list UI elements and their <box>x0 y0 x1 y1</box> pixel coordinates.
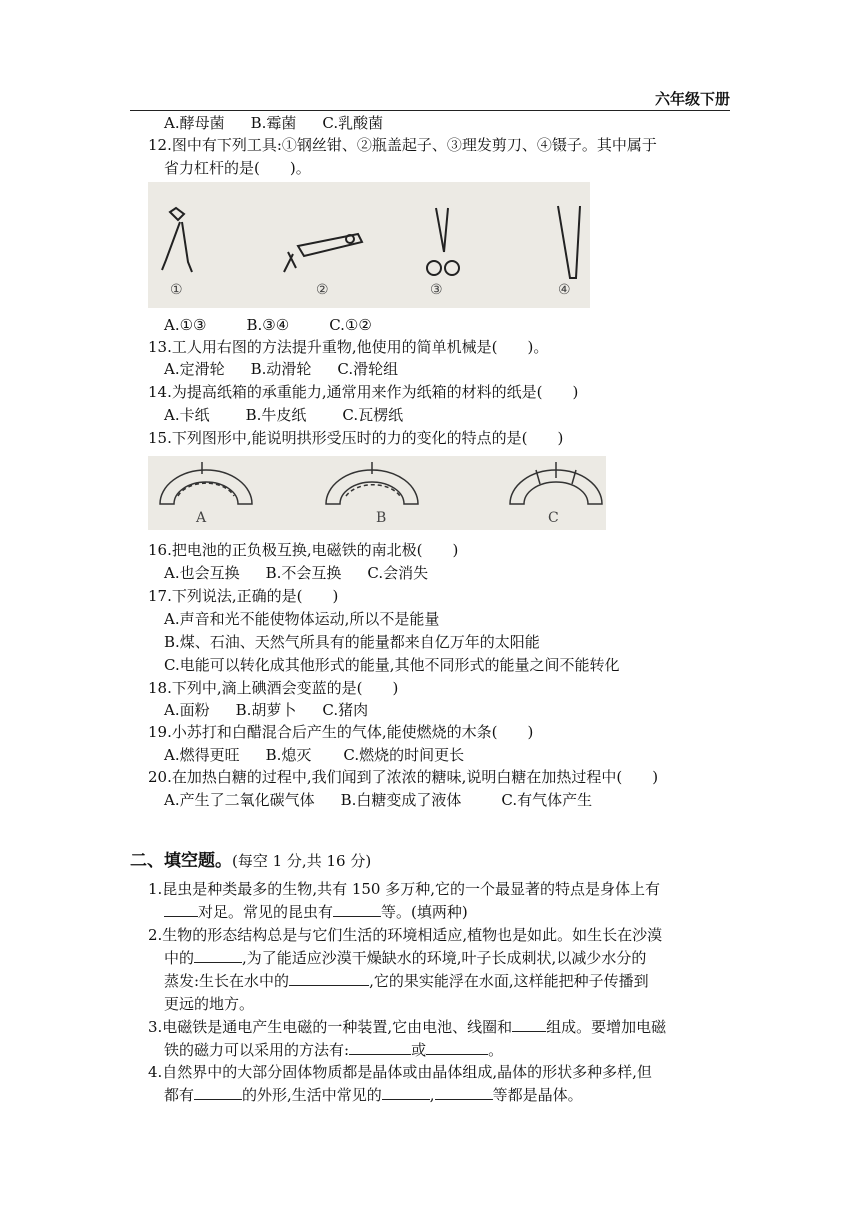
answer-blank[interactable] <box>164 902 198 917</box>
q16-text: 16.把电池的正负极互换,电磁铁的南北极( ) <box>148 541 459 559</box>
answer-blank[interactable] <box>349 1040 411 1055</box>
arch-c-icon <box>510 462 602 504</box>
text-fragment: 或 <box>411 1041 427 1059</box>
text-fragment: 等都是晶体。 <box>492 1086 583 1104</box>
figure-label: ② <box>316 282 329 298</box>
q14-options <box>164 404 429 426</box>
q17-option: B.煤、石油、天然气所具有的能量都来自亿万年的太阳能 <box>164 633 540 651</box>
option: C.①② <box>329 316 372 334</box>
q16-options <box>164 562 454 584</box>
option: B.牛皮纸 <box>245 406 307 424</box>
q17-text: 17.下列说法,正确的是( ) <box>148 587 339 605</box>
option: C.会消失 <box>367 564 429 582</box>
option: B.胡萝卜 <box>235 701 297 719</box>
option: B.白糖变成了液体 <box>340 791 462 809</box>
q17-option: C.电能可以转化成其他形式的能量,其他不同形式的能量之间不能转化 <box>164 656 620 674</box>
q20-options <box>164 789 618 811</box>
q11-options <box>164 112 409 134</box>
tools-figure <box>148 182 590 308</box>
option: B.熄灭 <box>265 746 312 764</box>
f2-text-cont: 更远的地方。 <box>164 995 255 1013</box>
option: C.瓦楞纸 <box>342 406 404 424</box>
option: A.①③ <box>164 316 207 334</box>
q12-text-cont: 省力杠杆的是( )。 <box>164 159 311 177</box>
f3-text <box>148 1016 666 1038</box>
bottle-opener-icon <box>284 234 362 272</box>
section-note: (每空 1 分,共 16 分) <box>232 852 372 870</box>
option: C.燃烧的时间更长 <box>343 746 465 764</box>
answer-blank[interactable] <box>289 971 369 986</box>
grade-label: 六年级下册 <box>654 90 730 108</box>
f4-text-cont <box>164 1084 583 1106</box>
option: B.③④ <box>246 316 290 334</box>
q18-text: 18.下列中,滴上碘酒会变蓝的是( ) <box>148 679 399 697</box>
text-fragment: 等。(填两种) <box>381 903 468 921</box>
q19-options <box>164 744 490 766</box>
f2-text-cont <box>164 970 649 992</box>
q12-options <box>164 314 398 336</box>
tweezers-icon <box>558 206 580 278</box>
text-fragment: 的外形,生活中常见的 <box>242 1086 382 1104</box>
arch-a-icon <box>160 462 252 504</box>
f2-text: 2.生物的形态结构总是与它们生活的环境相适应,植物也是如此。如生长在沙漠 <box>148 926 663 944</box>
text-fragment: 铁的磁力可以采用的方法有: <box>164 1041 350 1059</box>
q17-option: A.声音和光不能使物体运动,所以不是能量 <box>164 610 440 628</box>
option: A.面粉 <box>164 701 210 719</box>
f1-text: 1.昆虫是种类最多的生物,共有 150 多万种,它的一个最显著的特点是身体上有 <box>148 880 661 898</box>
figure-label: ① <box>170 282 183 298</box>
q15-text: 15.下列图形中,能说明拱形受压时的力的变化的特点的是( ) <box>148 429 564 447</box>
answer-blank[interactable] <box>382 1085 430 1100</box>
text-fragment: 都有 <box>164 1086 195 1104</box>
pliers-icon <box>162 208 192 272</box>
option: A.燃得更旺 <box>164 746 240 764</box>
q13-text: 13.工人用右图的方法提升重物,他使用的简单机械是( )。 <box>148 338 549 356</box>
answer-blank[interactable] <box>194 1085 242 1100</box>
answer-blank[interactable] <box>333 902 381 917</box>
text-fragment: ,为了能适应沙漠干燥缺水的环境,叶子长成刺状,以减少水分的 <box>242 949 647 967</box>
option: C.猪肉 <box>322 701 369 719</box>
answer-blank[interactable] <box>512 1017 546 1032</box>
answer-blank[interactable] <box>194 948 242 963</box>
section-title: 二、填空题。 <box>130 851 232 871</box>
option: A.定滑轮 <box>164 360 225 378</box>
option: A.酵母菌 <box>164 114 225 132</box>
page-header <box>130 88 730 111</box>
text-fragment: 蒸发:生长在水中的 <box>164 972 290 990</box>
f3-text-cont <box>164 1039 503 1061</box>
figure-label: ③ <box>430 282 443 298</box>
figure-label: C <box>548 510 559 526</box>
figure-label: A <box>196 510 207 526</box>
answer-blank[interactable] <box>426 1040 488 1055</box>
q20-text: 20.在加热白糖的过程中,我们闻到了浓浓的糖味,说明白糖在加热过程中( ) <box>148 768 659 786</box>
option: C.滑轮组 <box>337 360 399 378</box>
q19-text: 19.小苏打和白醋混合后产生的气体,能使燃烧的木条( ) <box>148 723 534 741</box>
section-heading <box>130 846 371 871</box>
f4-text: 4.自然界中的大部分固体物质都是晶体或由晶体组成,晶体的形状多种多样,但 <box>148 1063 652 1081</box>
f1-text-cont <box>164 901 468 923</box>
text-fragment: 3.电磁铁是通电产生电磁的一种装置,它由电池、线圈和 <box>148 1018 513 1036</box>
option: A.卡纸 <box>164 406 210 424</box>
answer-blank[interactable] <box>435 1085 493 1100</box>
option: C.有气体产生 <box>501 791 593 809</box>
option: A.也会互换 <box>164 564 240 582</box>
option: A.产生了二氧化碳气体 <box>164 791 315 809</box>
text-fragment: 。 <box>488 1041 504 1059</box>
option: C.乳酸菌 <box>322 114 384 132</box>
option: B.不会互换 <box>265 564 342 582</box>
q14-text: 14.为提高纸箱的承重能力,通常用来作为纸箱的材料的纸是( ) <box>148 383 579 401</box>
f2-text-cont <box>164 947 646 969</box>
option: B.霉菌 <box>250 114 297 132</box>
q18-options <box>164 699 394 721</box>
arch-figure <box>148 456 606 530</box>
scissors-icon <box>427 208 459 275</box>
text-fragment: 中的 <box>164 949 195 967</box>
figure-label: ④ <box>558 282 571 298</box>
option: B.动滑轮 <box>250 360 312 378</box>
text-fragment: ,它的果实能浮在水面,这样能把种子传播到 <box>369 972 649 990</box>
figure-label: B <box>376 510 387 526</box>
q12-text: 12.图中有下列工具:①钢丝钳、②瓶盖起子、③理发剪刀、④镊子。其中属于 <box>148 136 657 154</box>
arch-b-icon <box>326 462 418 504</box>
text-fragment: 对足。常见的昆虫有 <box>198 903 334 921</box>
text-fragment: , <box>429 1086 435 1104</box>
tools-figure-svg <box>148 182 590 308</box>
text-fragment: 组成。要增加电磁 <box>546 1018 667 1036</box>
q13-options <box>164 358 424 380</box>
